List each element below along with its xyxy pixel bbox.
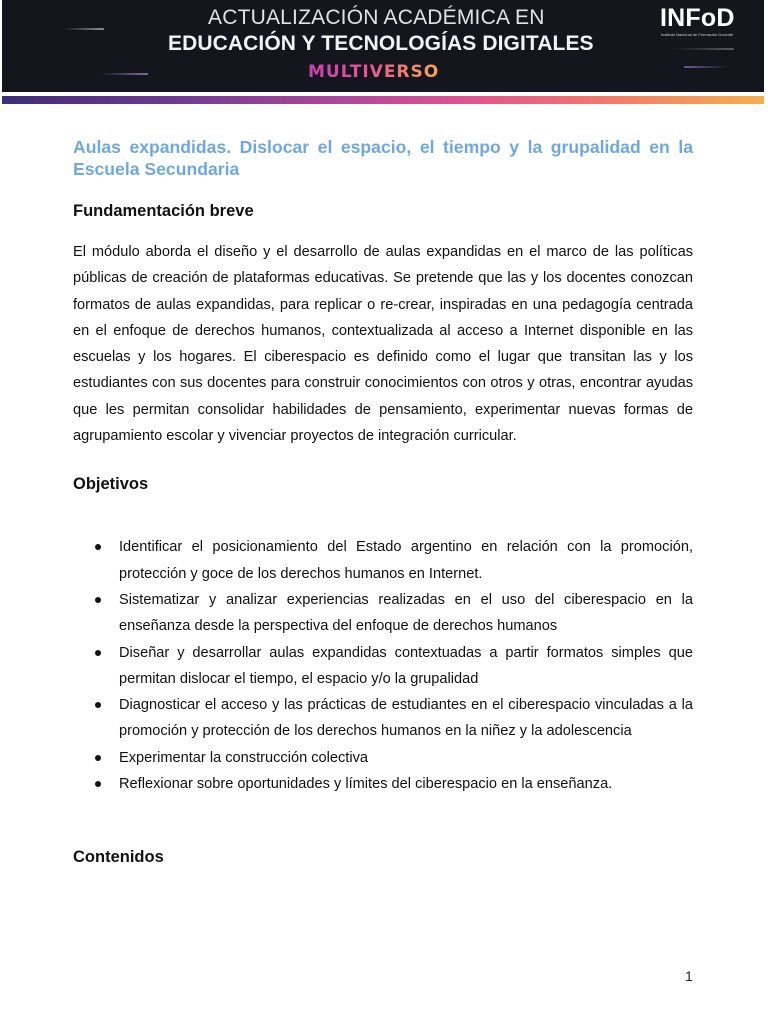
- decorative-line: [684, 66, 728, 68]
- bullet-icon: [95, 650, 101, 656]
- banner-title-line2: EDUCACIÓN Y TECNOLOGÍAS DIGITALES: [168, 32, 594, 55]
- banner-title-line1: ACTUALIZACIÓN ACADÉMICA EN: [208, 6, 545, 29]
- objective-text: Experimentar la construcción colectiva: [119, 749, 369, 766]
- bullet-icon: [95, 597, 101, 603]
- document-title: Aulas expandidas. Dislocar el espacio, el tiempo y la grupalidad en la Escuela Secundaria: [73, 137, 693, 179]
- bullet-icon: [95, 544, 101, 550]
- infod-logo: INFoD: [660, 4, 735, 32]
- list-item: [73, 745, 693, 771]
- header-gradient-bar: [2, 96, 764, 104]
- decorative-line: [100, 73, 148, 75]
- section-heading-objetivos: Objetivos: [73, 475, 149, 494]
- decorative-line: [64, 28, 104, 30]
- fundamentacion-paragraph: El módulo aborda el diseño y el desarrollo de aulas expandidas en el marco de las políticas públicas de creación de plataformas educativas. Se pretende que las y los docentes conozcan formatos de aulas expandidas, para replicar o re-crear, inspiradas en una pedagogía centrada en el enfoque de derechos humanos, contextualizada al acceso a Internet disponible en las escuelas y los hogares. El ciberespacio es definido como el lugar que transitan las y los estudiantes con sus docentes para construir conocimientos con otros y otras, encontrar ayudas que les permitan consolidar habilidades de pensamiento, experimentar nuevas formas de agrupamiento escolar y vivenciar proyectos de integración curricular.: [73, 244, 693, 445]
- objectives-list: [73, 534, 693, 797]
- list-item: [73, 640, 693, 693]
- decorative-line: [674, 48, 734, 50]
- objective-text: Diagnosticar el acceso y las prácticas de estudiantes en el ciberespacio vinculadas a la promoción y protección de los derechos humanos en la niñez y la adolescencia: [119, 697, 693, 740]
- section-heading-contenidos: Contenidos: [73, 848, 164, 867]
- multiverso-logo: MULTIVERSO: [308, 62, 440, 82]
- objective-text: Sistematizar y analizar experiencias realizadas en el uso del ciberespacio en la enseñanza desde la perspectiva del enfoque de derechos humanos: [119, 591, 693, 635]
- section-heading-fundamentacion: Fundamentación breve: [73, 202, 254, 220]
- bullet-icon: [95, 781, 101, 787]
- page-number: 1: [685, 968, 693, 984]
- document-body: [73, 136, 693, 868]
- header-banner: [2, 0, 764, 92]
- list-item: [73, 587, 693, 640]
- objective-text: Diseñar y desarrollar aulas expandidas contextuadas a partir formatos simples que permitan dislocar el tiempo, el espacio y/o la grupalidad: [119, 644, 693, 687]
- list-item: [73, 771, 693, 797]
- list-item: [73, 534, 693, 587]
- bullet-icon: [95, 702, 101, 708]
- bullet-icon: [95, 755, 101, 761]
- infod-logo-subtitle: Instituto Nacional de Formación Docente: [661, 32, 734, 37]
- objective-text: Identificar el posicionamiento del Estado argentino en relación con la promoción, protección y goce de los derechos humanos en Internet.: [119, 539, 693, 582]
- objective-text: Reflexionar sobre oportunidades y límites del ciberespacio en la enseñanza.: [119, 776, 613, 793]
- list-item: [73, 692, 693, 745]
